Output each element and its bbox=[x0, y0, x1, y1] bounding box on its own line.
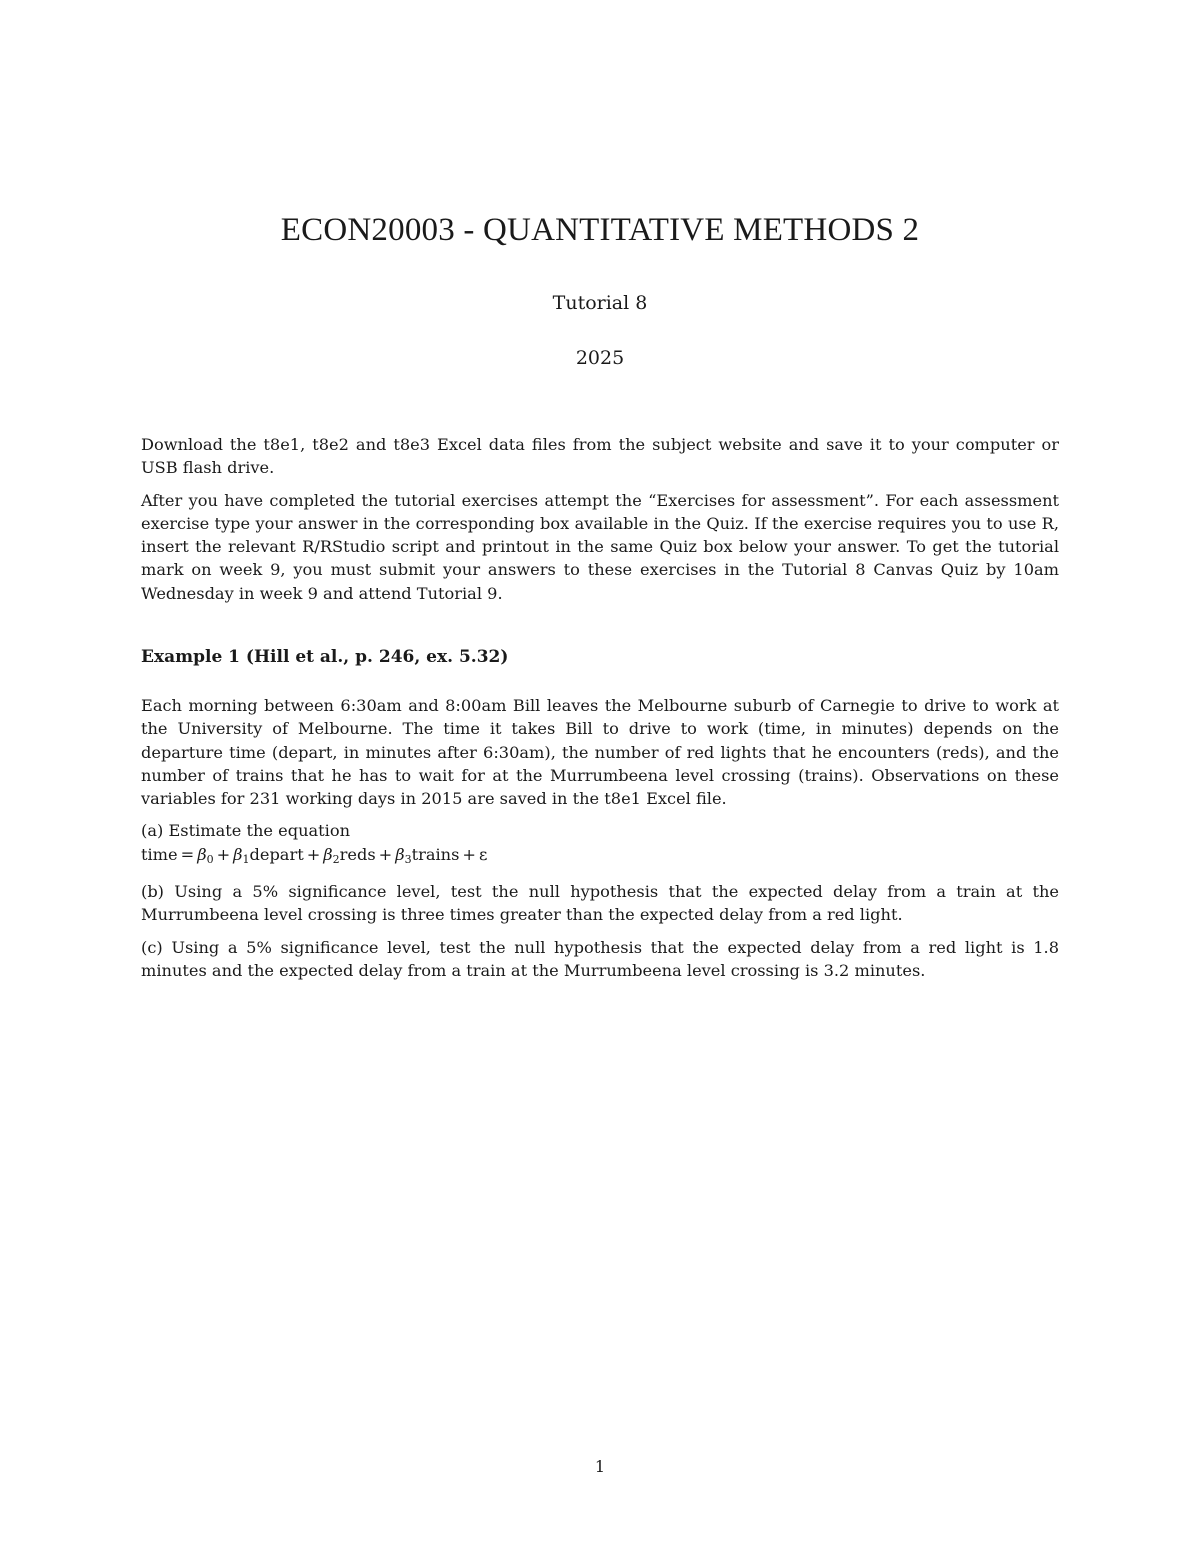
eq-beta-3: β bbox=[395, 844, 405, 864]
eq-equals: = bbox=[180, 844, 195, 864]
example-1-heading: Example 1 (Hill et al., p. 246, ex. 5.32) bbox=[141, 647, 509, 667]
part-a bbox=[141, 819, 1059, 871]
part-a-label: (a) bbox=[141, 821, 164, 841]
eq-plus-4: + bbox=[462, 844, 476, 864]
part-a-text: Estimate the equation bbox=[168, 821, 351, 841]
regression-equation bbox=[141, 843, 1059, 871]
intro-paragraph-instructions: After you have completed the tutorial exercises attempt the “Exercises for assessment”. For each assessment exercise type your answer in the corresponding box available in the Quiz. If the exercise requires you to use R, insert the relevant R/RStudio script and printout in the same Quiz box below your answer. To get the tutorial mark on week 9, you must submit your answers to these exercises in the Tutorial 8 Canvas Quiz by 10am Wednesday in week 9 and attend Tutorial 9. bbox=[141, 490, 1059, 603]
eq-var-trains: trains bbox=[411, 844, 460, 864]
eq-plus-2: + bbox=[306, 844, 321, 864]
eq-sub-3: 3 bbox=[404, 852, 412, 866]
part-b-label: (b) bbox=[141, 882, 164, 902]
eq-lhs: time bbox=[141, 844, 178, 864]
eq-beta-0: β bbox=[197, 844, 207, 864]
intro-section bbox=[141, 433, 1059, 605]
page-number: 1 bbox=[594, 1457, 606, 1476]
part-b bbox=[141, 880, 1059, 927]
intro-paragraph-download: Download the t8e1, t8e2 and t8e3 Excel data files from the subject website and save it to your computer or USB flash drive. bbox=[141, 435, 1059, 478]
eq-var-depart: depart bbox=[249, 844, 304, 864]
eq-sub-1: 1 bbox=[242, 852, 250, 866]
eq-sub-2: 2 bbox=[332, 852, 340, 866]
part-b-text: Using a 5% significance level, test the null hypothesis that the expected delay from a train at the Murrumbeena level crossing is three times greater than the expected delay from a red light. bbox=[141, 882, 1059, 925]
eq-plus-3: + bbox=[378, 844, 393, 864]
year-subtitle: 2025 bbox=[575, 347, 625, 369]
eq-error-term: ε bbox=[478, 844, 488, 864]
part-c-text: Using a 5% significance level, test the null hypothesis that the expected delay from a red light is 1.8 minutes and the expected delay from a train at the Murrumbeena level crossing is 3.2 minutes. bbox=[141, 937, 1059, 980]
eq-beta-2: β bbox=[323, 844, 333, 864]
tutorial-subtitle: Tutorial 8 bbox=[552, 292, 648, 314]
part-c-label: (c) bbox=[141, 937, 163, 957]
example-1-description: Each morning between 6:30am and 8:00am Bill leaves the Melbourne suburb of Carnegie to drive to work at the University of Melbourne. The time it takes Bill to drive to work (time, in minutes) depends on the departure time (depart, in minutes after 6:30am), the number of red lights that he encounters (reds), and the number of trains that he has to wait for at the Murrumbeena level crossing (trains). Observations on these variables for 231 working days in 2015 are saved in the t8e1 Excel file. bbox=[141, 696, 1059, 809]
example-1-body bbox=[141, 694, 1059, 982]
eq-var-reds: reds bbox=[339, 844, 376, 864]
part-c bbox=[141, 936, 1059, 983]
eq-beta-1: β bbox=[233, 844, 243, 864]
eq-plus-1: + bbox=[216, 844, 231, 864]
eq-sub-0: 0 bbox=[206, 852, 214, 866]
document-title: ECON20003 - QUANTITATIVE METHODS 2 bbox=[280, 212, 920, 248]
